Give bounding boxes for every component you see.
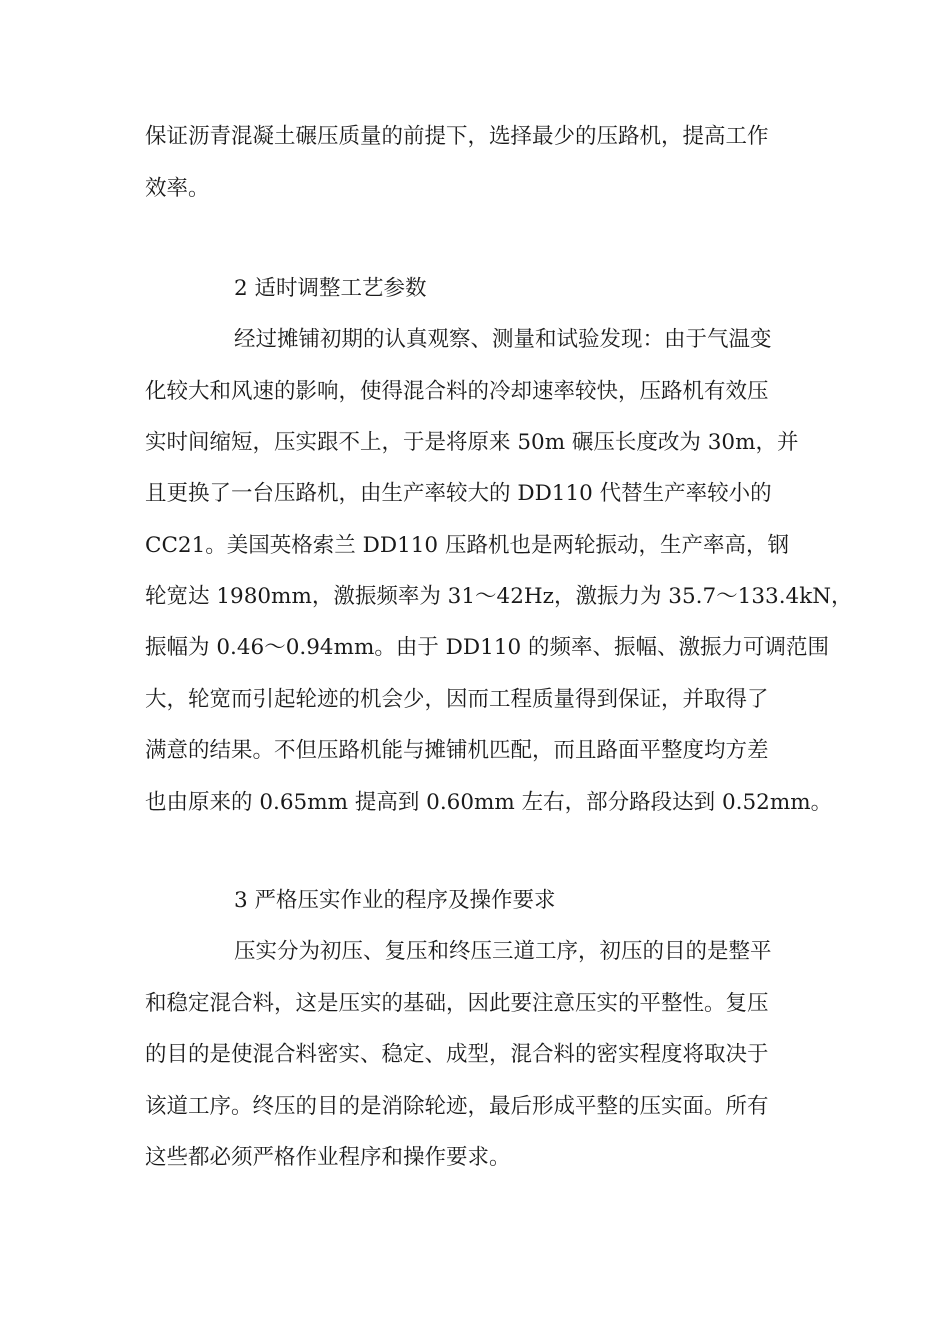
paragraph-line: 振幅为 0.46～0.94mm。由于 DD110 的频率、振幅、激振力可调范围 — [145, 635, 830, 660]
section-heading-2: 2 适时调整工艺参数 — [234, 276, 427, 301]
paragraph-line: 大，轮宽而引起轮迹的机会少，因而工程质量得到保证，并取得了 — [145, 687, 769, 712]
paragraph-line: 化较大和风速的影响，使得混合料的冷却速率较快，压路机有效压 — [145, 379, 769, 404]
paragraph-line: 该道工序。终压的目的是消除轮迹，最后形成平整的压实面。所有 — [145, 1094, 769, 1119]
paragraph-line: 也由原来的 0.65mm 提高到 0.60mm 左右，部分路段达到 0.52mm。 — [145, 790, 833, 815]
paragraph-line: 轮宽达 1980mm，激振频率为 31～42Hz，激振力为 35.7～133.4kN， — [145, 584, 853, 609]
section-heading-3: 3 严格压实作业的程序及操作要求 — [234, 888, 556, 913]
paragraph-line: 实时间缩短，压实跟不上，于是将原来 50m 碾压长度改为 30m，并 — [145, 430, 799, 455]
paragraph-line: 的目的是使混合料密实、稳定、成型，混合料的密实程度将取决于 — [145, 1042, 769, 1067]
paragraph-line: 效率。 — [145, 176, 210, 201]
paragraph-line: 经过摊铺初期的认真观察、测量和试验发现：由于气温变 — [234, 327, 772, 352]
paragraph-line: 这些都必须严格作业程序和操作要求。 — [145, 1145, 511, 1170]
paragraph-line: 压实分为初压、复压和终压三道工序，初压的目的是整平 — [234, 939, 772, 964]
paragraph-line: 和稳定混合料，这是压实的基础，因此要注意压实的平整性。复压 — [145, 991, 769, 1016]
paragraph-line: CC21。美国英格索兰 DD110 压路机也是两轮振动，生产率高，钢 — [145, 533, 789, 558]
paragraph-line: 且更换了一台压路机，由生产率较大的 DD110 代替生产率较小的 — [145, 481, 772, 506]
paragraph-line: 满意的结果。不但压路机能与摊铺机匹配，而且路面平整度均方差 — [145, 738, 769, 763]
paragraph-line: 保证沥青混凝土碾压质量的前提下，选择最少的压路机，提高工作 — [145, 124, 769, 149]
